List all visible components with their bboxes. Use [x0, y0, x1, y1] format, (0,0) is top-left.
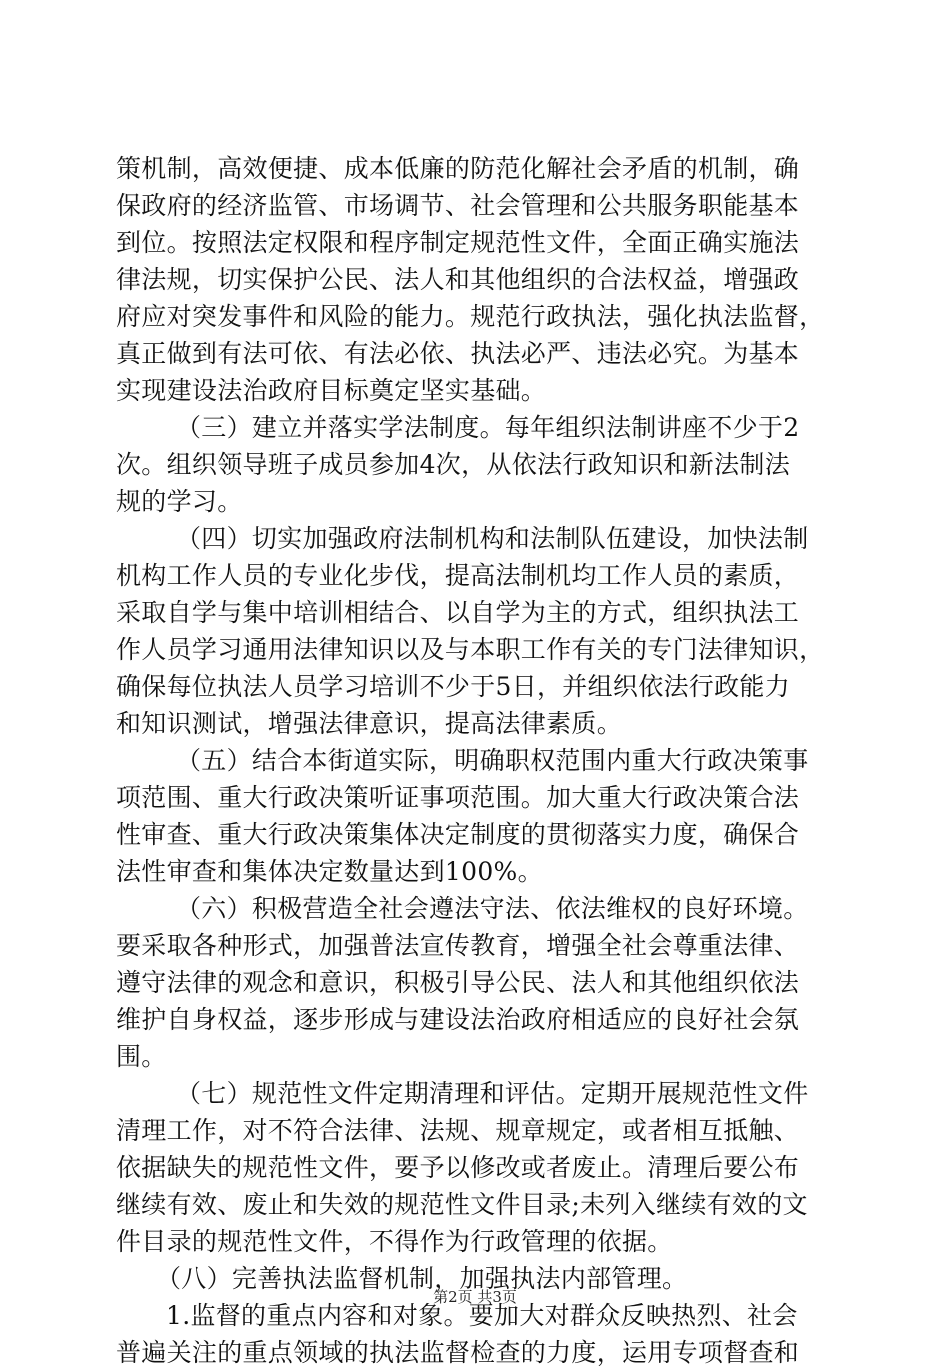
text-line: 确保每位执法人员学习培训不少于5日，并组织依法行政能力 [116, 672, 791, 701]
text-line: 实现建设法治政府目标奠定坚实基础。 [116, 376, 547, 405]
paragraph-heading-6: （六）积极营造全社会遵法守法、依法维权的良好环境。 [176, 894, 809, 923]
page-footer: 第2页 共3页 [433, 1288, 517, 1306]
text-line: 到位。按照法定权限和程序制定规范性文件，全面正确实施法 [116, 228, 800, 257]
text-line: 项范围、重大行政决策听证事项范围。加大重大行政决策合法 [116, 783, 800, 812]
text-line: 真正做到有法可依、有法必依、执法必严、违法必究。为基本 [116, 339, 800, 368]
paragraph-heading-8: （八）完善执法监督机制，加强执法内部管理。 [156, 1264, 688, 1293]
text-line: 府应对突发事件和风险的能力。规范行政执法，强化执法监督， [116, 302, 825, 331]
text-line: 遵守法律的观念和意识，积极引导公民、法人和其他组织依法 [116, 968, 800, 997]
text-line: 性审查、重大行政决策集体决定制度的贯彻落实力度，确保合 [116, 820, 800, 849]
paragraph-heading-5: （五）结合本街道实际，明确职权范围内重大行政决策事 [176, 746, 809, 775]
text-line: 继续有效、废止和失效的规范性文件目录;未列入继续有效的文 [116, 1190, 808, 1219]
text-line: 依据缺失的规范性文件，要予以修改或者废止。清理后要公布 [116, 1153, 800, 1182]
text-line: 保政府的经济监管、市场调节、社会管理和公共服务职能基本 [116, 191, 800, 220]
text-line: 法性审查和集体决定数量达到100%。 [116, 857, 543, 886]
paragraph-heading-3: （三）建立并落实学法制度。每年组织法制讲座不少于2 [176, 413, 800, 442]
text-line: 律法规，切实保护公民、法人和其他组织的合法权益，增强政 [116, 265, 800, 294]
text-line: 机构工作人员的专业化步伐，提高法制机均工作人员的素质， [116, 561, 800, 590]
text-line: 采取自学与集中培训相结合、以自学为主的方式，组织执法工 [116, 598, 800, 627]
paragraph-heading-7: （七）规范性文件定期清理和评估。定期开展规范性文件 [176, 1079, 809, 1108]
body-text [116, 150, 836, 1371]
text-line: 策机制，高效便捷、成本低廉的防范化解社会矛盾的机制，确 [116, 154, 800, 183]
text-line: 普遍关注的重点领域的执法监督检查的力度，运用专项督查和 [116, 1338, 800, 1367]
text-line: 要采取各种形式，加强普法宣传教育，增强全社会尊重法律、 [116, 931, 800, 960]
text-line: 清理工作，对不符合法律、法规、规章规定，或者相互抵触、 [116, 1116, 800, 1145]
text-line: 和知识测试，增强法律意识，提高法律素质。 [116, 709, 623, 738]
text-line: 作人员学习通用法律知识以及与本职工作有关的专门法律知识， [116, 635, 825, 664]
text-line: 次。组织领导班子成员参加4次，从依法行政知识和新法制法 [116, 450, 791, 479]
text-line: 件目录的规范性文件，不得作为行政管理的依据。 [116, 1227, 673, 1256]
text-line: 规的学习。 [116, 487, 243, 516]
numbered-item-1: 1.监督的重点内容和对象。要加大对群众反映热烈、社会 [166, 1301, 798, 1330]
text-line: 围。 [116, 1042, 167, 1071]
text-line: 维护自身权益，逐步形成与建设法治政府相适应的良好社会氛 [116, 1005, 800, 1034]
paragraph-heading-4: （四）切实加强政府法制机构和法制队伍建设，加快法制 [176, 524, 809, 553]
